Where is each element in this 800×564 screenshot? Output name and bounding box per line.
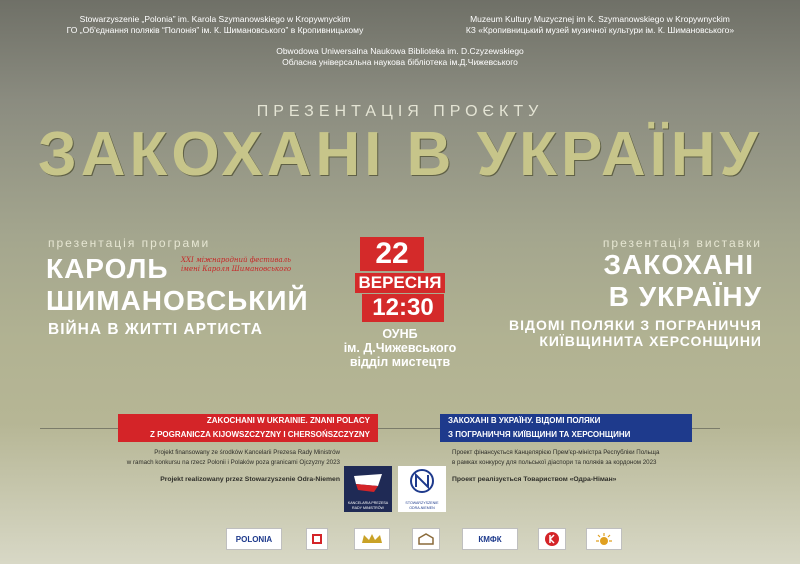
header-left-line2: ГО „Об'єднання поляків “Полонія” ім. К. Шимановського” в Кропивницькому — [66, 25, 364, 35]
right-name-line2: В УКРАЇНУ — [608, 281, 762, 312]
funding-pl-line2: w ramach konkursu na rzecz Polonii i Polaków poza granicami Ojczyzny 2023 — [126, 459, 340, 466]
project-subtitle: ПРЕЗЕНТАЦІЯ ПРОЄКТУ — [256, 103, 544, 120]
band-polish — [118, 414, 378, 442]
partner-logo-6 — [538, 528, 566, 550]
band-ukrainian-line2: З ПОГРАНИЧЧЯ КИЇВЩИНИ ТА ХЕРСОНЩИНИ — [448, 430, 631, 439]
festival-script — [178, 256, 294, 274]
right-sub-line2: КИЇВЩИНИТА ХЕРСОНЩИНИ — [539, 333, 762, 349]
header-center-line2: Обласна універсальна наукова бібліотека ім.Д.Чижевського — [282, 57, 518, 67]
header-center — [220, 46, 580, 68]
odra-niemen-icon — [398, 466, 446, 496]
circle-k-icon — [544, 531, 560, 547]
left-name-line2: ШИМАНОВСЬКИЙ — [46, 285, 309, 316]
date-day: 22 — [360, 237, 424, 271]
funding-ua-line1: Проект фінансується Канцелярією Прем'єр-міністра Республіки Польща — [452, 449, 660, 456]
venue-line2: ім. Д.Чижевського — [343, 341, 457, 355]
sun-icon — [591, 532, 617, 546]
header-right-line1: Muzeum Kultury Muzycznej im K. Szymanowskiego w Kropywnyckim — [470, 14, 730, 24]
emblem-icon — [310, 532, 324, 546]
partner-logo-3 — [354, 528, 390, 550]
partner-logo-7 — [586, 528, 622, 550]
festival-script-line2: імені Кароля Шимановського — [180, 265, 292, 273]
polonia-logo: POLONIA — [226, 528, 282, 550]
kmfk-logo: КМФК — [462, 528, 518, 550]
right-label: презентація виставки — [602, 236, 762, 250]
band-polish-line2: Z POGRANICZA KIJOWSZCZYZNY I CHERSOŃSZCZYZNY — [149, 430, 370, 439]
left-subtitle: ВІЙНА В ЖИТТІ АРТИСТА — [48, 321, 263, 338]
venue — [320, 327, 480, 369]
header-left-line1: Stowarzyszenie „Polonia” im. Karola Szymanowskiego w Kropywnyckim — [79, 14, 351, 24]
kprm-flag-icon — [344, 466, 392, 496]
project-title: ЗАКОХАНІ В УКРАЇНУ — [37, 120, 763, 189]
header-center-line1: Obwodowa Uniwersalna Naukowa Biblioteka im. D.Czyzewskiego — [276, 46, 524, 56]
venue-line1: ОУНБ — [382, 327, 418, 341]
band-ukrainian — [440, 414, 692, 442]
festival-script-line1: XXI міжнародний фестиваль — [181, 256, 291, 264]
funding-polish — [70, 448, 340, 485]
kprm-logo-text: KANCELARIA PREZESA RADY MINISTRÓW — [347, 501, 389, 510]
funding-ukrainian — [452, 448, 742, 485]
odra-niemen-logo — [398, 466, 446, 512]
date-month: ВЕРЕСНЯ — [355, 273, 445, 293]
header-right — [420, 14, 780, 36]
partner-logo-4 — [412, 528, 440, 550]
band-polish-line1: ZAKOCHANI W UKRAINIE. ZNANI POLACY — [206, 416, 370, 425]
header-right-line2: КЗ «Кропивницький музей музичної культури ім. К. Шимановського» — [465, 25, 735, 35]
odra-niemen-text: STOWARZYSZENIE ODRA-NIEMEN — [405, 501, 439, 510]
funding-ua-line2: в рамках конкурсу для польської діаспори та поляків за кордоном 2023 — [452, 459, 657, 466]
right-name-line1: ЗАКОХАНІ — [603, 249, 754, 280]
funding-pl-line1: Projekt finansowany ze środków Kancelarii Prezesa Rady Ministrów — [154, 449, 340, 456]
date-time: 12:30 — [362, 294, 444, 322]
right-subtitle — [509, 317, 762, 349]
funding-ua-line3: Проект реалізується Товариством «Одра-Німан» — [452, 476, 617, 483]
building-icon — [417, 532, 435, 546]
venue-line3: відділ мистецтв — [349, 355, 451, 369]
band-ukrainian-line1: ЗАКОХАНІ В УКРАЇНУ. ВІДОМІ ПОЛЯКИ — [448, 416, 601, 425]
left-label: презентація програми — [48, 236, 211, 250]
funding-pl-line3: Projekt realizowany przez Stowarzyszenie Odra-Niemen — [160, 476, 340, 483]
partner-logo-2 — [306, 528, 328, 550]
crown-icon — [359, 532, 385, 546]
right-sub-line1: ВІДОМІ ПОЛЯКИ З ПОГРАНИЧЧЯ — [509, 317, 762, 333]
left-name-line1: КАРОЛЬ — [46, 253, 169, 284]
kprm-logo — [344, 466, 392, 512]
header-left — [30, 14, 400, 36]
